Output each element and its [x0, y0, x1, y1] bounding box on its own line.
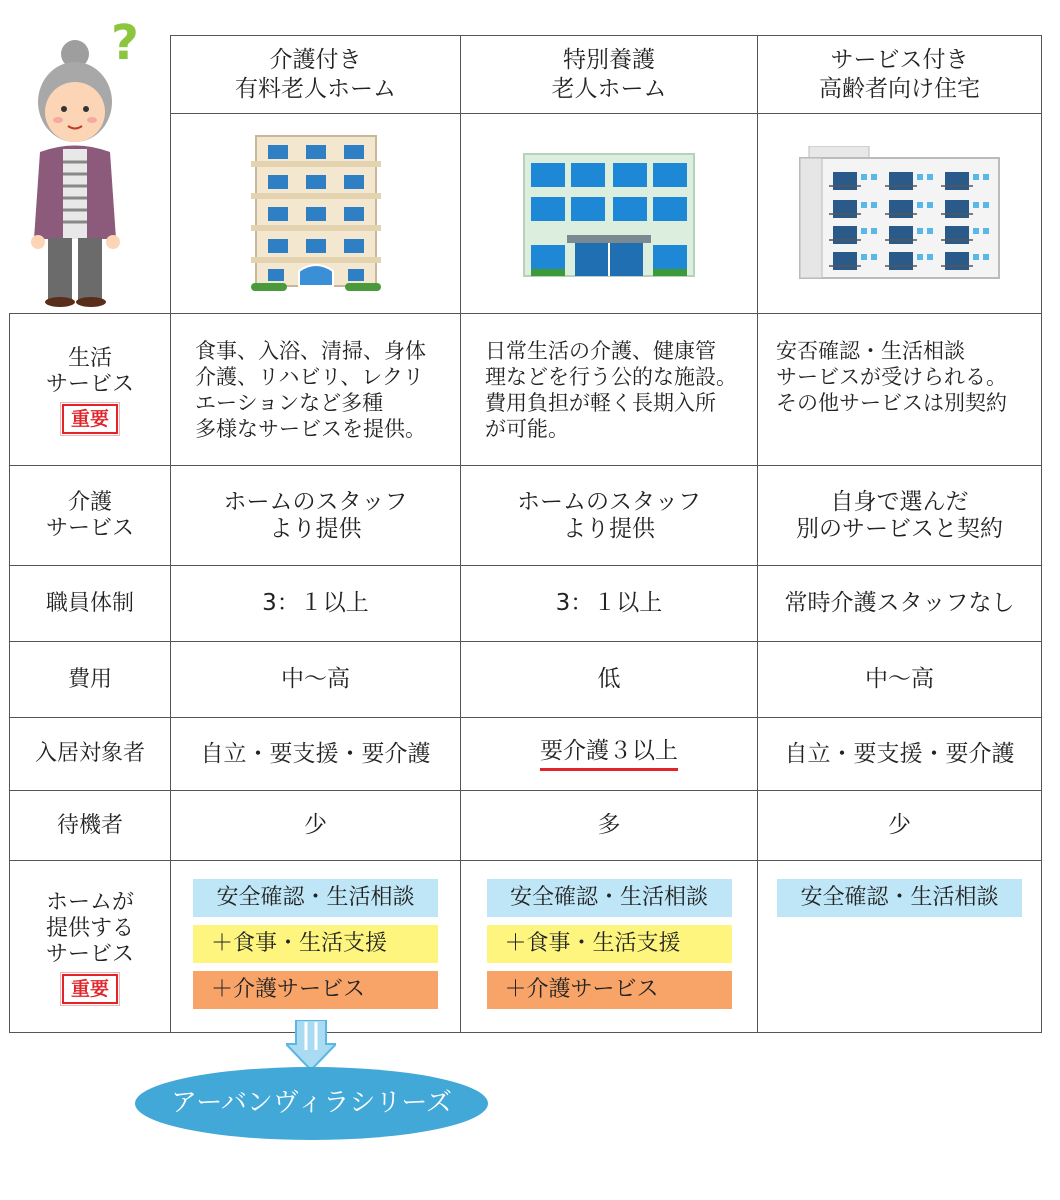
- service-bar-meals: ＋食事・生活支援: [487, 925, 732, 963]
- building-cell-2: [461, 114, 758, 314]
- row-label-care-service: 介護 サービス: [10, 466, 171, 566]
- row-label-staff: 職員体制: [10, 566, 171, 642]
- header-col-2: 特別養護 老人ホーム: [461, 36, 758, 114]
- building-cell-1: [171, 114, 461, 314]
- special-nursing-home-building-icon: [519, 149, 699, 279]
- target-col-1: 自立・要支援・要介護: [171, 718, 461, 791]
- waiting-col-1: 少: [171, 791, 461, 861]
- target-col-2: [461, 718, 758, 791]
- service-bar-safety: 安全確認・生活相談: [487, 879, 732, 917]
- cost-col-1: 中～高: [171, 642, 461, 718]
- row-label-provided-services: ホームが 提供する サービス 重要: [10, 861, 171, 1033]
- care-service-col-1: ホームのスタッフ より提供: [171, 466, 461, 566]
- row-label-waiting: 待機者: [10, 791, 171, 861]
- life-service-col-1: 食事、入浴、清掃、身体 介護、リハビリ、レクリ エーションなど多種 多様なサービスを提供。: [171, 314, 461, 466]
- serviced-housing-building-icon: [797, 146, 1002, 281]
- header-col-1: 介護付き 有料老人ホーム: [171, 36, 461, 114]
- row-label-life-service: 生活 サービス 重要: [10, 314, 171, 466]
- cost-col-2: 低: [461, 642, 758, 718]
- target-col-2-text: 要介護３以上: [540, 738, 678, 771]
- nursing-home-building-icon: [251, 131, 381, 296]
- row-label-cost: 費用: [10, 642, 171, 718]
- provided-services-col-3: [758, 861, 1042, 1033]
- important-badge: 重要: [62, 974, 118, 1004]
- series-name-oval: アーバンヴィラシリーズ: [135, 1067, 488, 1140]
- provided-services-col-2: [461, 861, 758, 1033]
- facility-comparison-table: [9, 35, 1042, 1033]
- row-label-target: 入居対象者: [10, 718, 171, 791]
- staff-col-3: 常時介護スタッフなし: [758, 566, 1042, 642]
- waiting-col-3: 少: [758, 791, 1042, 861]
- important-badge: 重要: [62, 404, 118, 434]
- corner-cell: [10, 36, 171, 314]
- service-bar-safety: 安全確認・生活相談: [777, 879, 1022, 917]
- header-col-3: サービス付き 高齢者向け住宅: [758, 36, 1042, 114]
- life-service-col-3: 安否確認・生活相談 サービスが受けられる。 その他サービスは別契約: [758, 314, 1042, 466]
- staff-col-1: 3：１以上: [171, 566, 461, 642]
- cost-col-3: 中～高: [758, 642, 1042, 718]
- waiting-col-2: 多: [461, 791, 758, 861]
- care-service-col-2: ホームのスタッフ より提供: [461, 466, 758, 566]
- care-service-col-3: 自身で選んだ 別のサービスと契約: [758, 466, 1042, 566]
- building-cell-3: [758, 114, 1042, 314]
- life-service-col-2: 日常生活の介護、健康管 理などを行う公的な施設。 費用負担が軽く長期入所 が可能。: [461, 314, 758, 466]
- target-col-3: 自立・要支援・要介護: [758, 718, 1042, 791]
- service-bar-care: ＋介護サービス: [193, 971, 438, 1009]
- down-arrow-icon: [286, 1020, 336, 1072]
- service-bar-care: ＋介護サービス: [487, 971, 732, 1009]
- provided-services-col-1: [171, 861, 461, 1033]
- service-bar-meals: ＋食事・生活支援: [193, 925, 438, 963]
- svg-text:?: ?: [111, 15, 139, 71]
- staff-col-2: 3：１以上: [461, 566, 758, 642]
- service-bar-safety: 安全確認・生活相談: [193, 879, 438, 917]
